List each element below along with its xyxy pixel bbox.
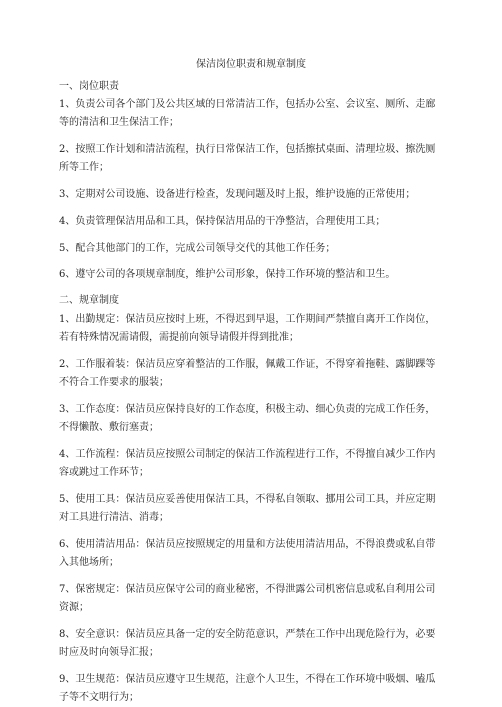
rule-item-5: 5、使用工具：保洁员应妥善使用保洁工具，不得私自领取、挪用公司工具，并应定期对工具进行清洁、消毒； [59, 494, 436, 523]
rule-item-8: 8、安全意识：保洁员应具备一定的安全防范意识，严禁在工作中出现危险行为，必要时应及时向领导汇报； [59, 629, 436, 658]
duty-item-2: 2、按照工作计划和清洁流程，执行日常保洁工作，包括擦拭桌面、清理垃圾、擦洗厕所等工作； [59, 144, 436, 173]
duty-item-6: 6、遵守公司的各项规章制度，维护公司形象，保持工作环境的整洁和卫生。 [59, 269, 396, 280]
rule-item-4: 4、工作流程：保洁员应按照公司制定的保洁工作流程进行工作，不得擅自减少工作内容或跳过工作环节； [59, 449, 436, 478]
rule-item-3: 3、工作态度：保洁员应保持良好的工作态度，积极主动、细心负责的完成工作任务，不得懒散、敷衍塞责； [59, 404, 436, 433]
duty-item-5: 5、配合其他部门的工作，完成公司领导交代的其他工作任务； [59, 243, 336, 254]
duty-item-1: 1、负责公司各个部门及公共区域的日常清洁工作，包括办公室、会议室、厕所、走廊等的清洁和卫生保洁工作； [59, 99, 436, 128]
rule-item-7: 7、保密规定：保洁员应保守公司的商业秘密，不得泄露公司机密信息或私自利用公司资源； [59, 584, 436, 613]
section-heading-duties: 一、岗位职责 [59, 81, 119, 92]
document-title: 保洁岗位职责和规章制度 [196, 59, 306, 70]
rule-item-1: 1、出勤规定：保洁员应按时上班，不得迟到早退，工作期间严禁擅自离开工作岗位，若有特殊情况需请假，需提前向领导请假并得到批准； [59, 314, 436, 343]
duty-item-4: 4、负责管理保洁用品和工具，保持保洁用品的干净整洁，合理使用工具； [59, 216, 386, 227]
rule-item-9: 9、卫生规范：保洁员应遵守卫生规范，注意个人卫生，不得在工作环境中吸烟、嗑瓜子等不文明行为； [59, 674, 436, 703]
section-heading-rules: 二、规章制度 [59, 295, 119, 306]
rule-item-6: 6、使用清洁用品：保洁员应按照规定的用量和方法使用清洁用品，不得浪费或私自带入其他场所； [59, 539, 436, 568]
duty-item-3: 3、定期对公司设施、设备进行检查，发现问题及时上报，维护设施的正常使用； [59, 189, 416, 200]
rule-item-2: 2、工作服着装：保洁员应穿着整洁的工作服，佩戴工作证，不得穿着拖鞋、露脚踝等不符合工作要求的服装； [59, 359, 436, 388]
